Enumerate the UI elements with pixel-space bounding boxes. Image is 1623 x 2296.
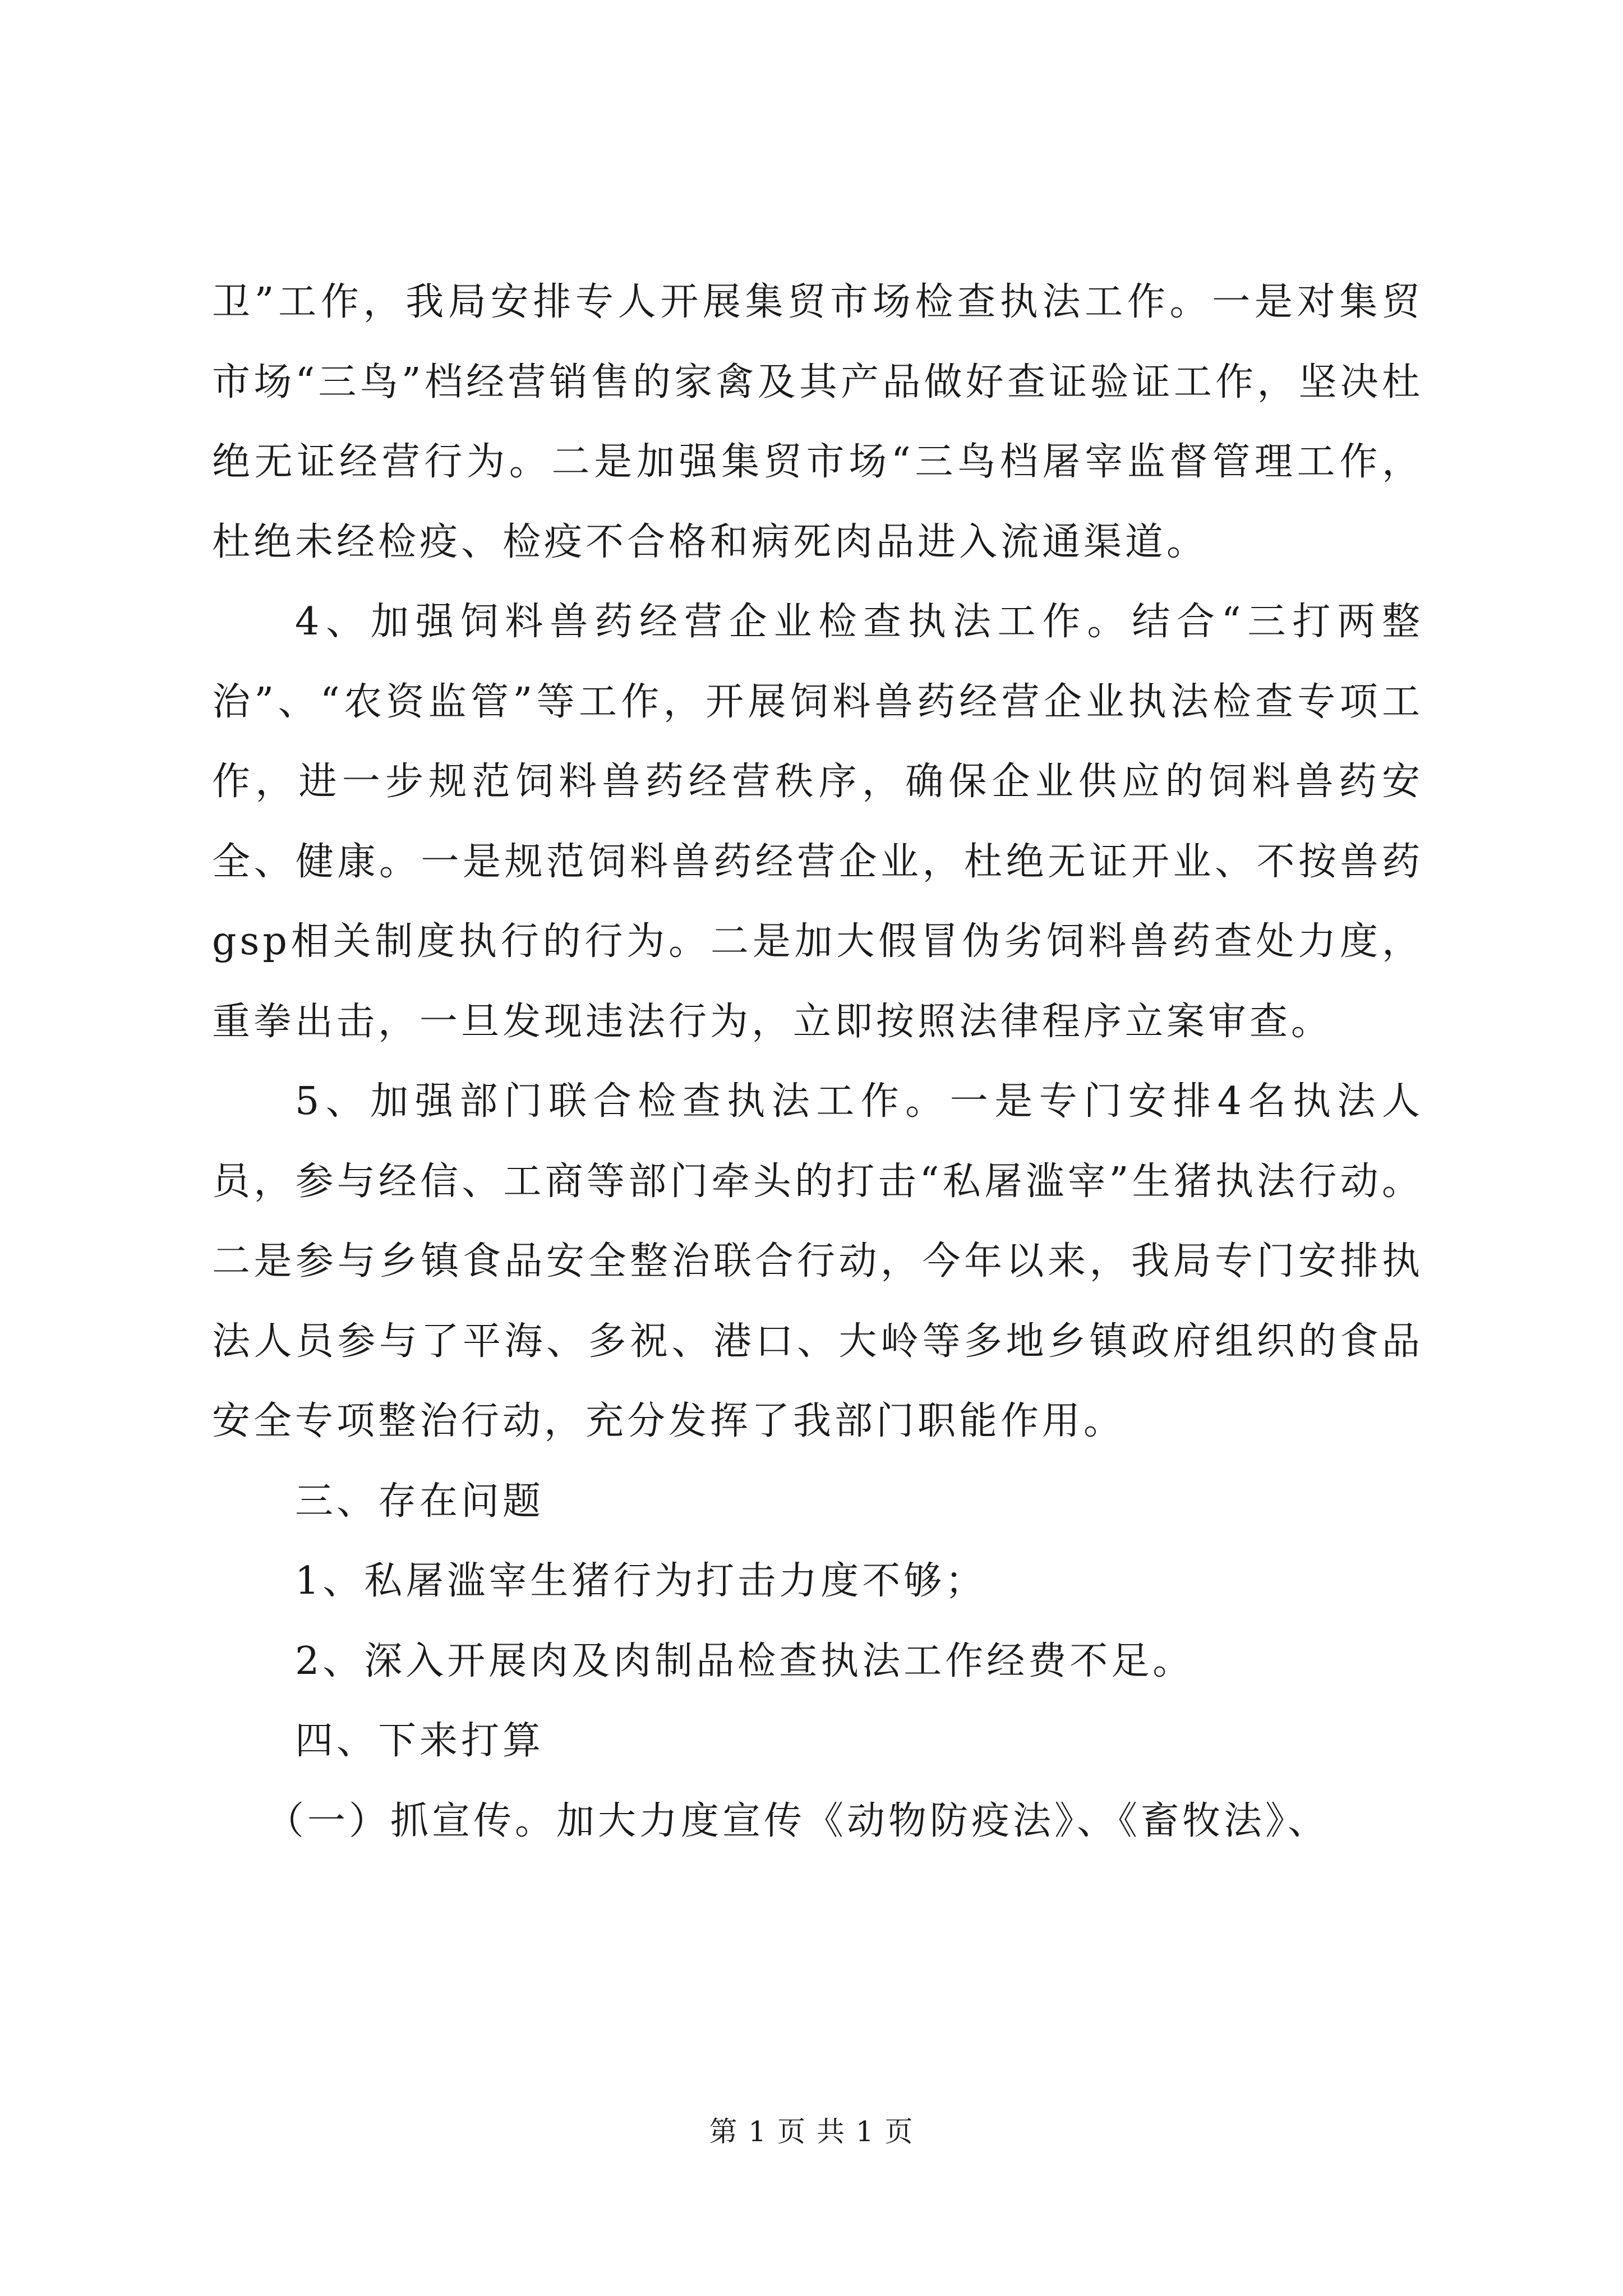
page-footer: 第 1 页 共 1 页: [709, 2115, 914, 2148]
problem-item-1: 1、私屠滥宰生猪行为打击力度不够；: [295, 1559, 987, 1603]
document-body: [212, 263, 1423, 1861]
paragraph-2: 4、加强饲料兽药经营企业检查执法工作。结合“三打两整治”、“农资监管”等工作，开展饲料兽药经营企业执法检查专项工作，进一步规范饲料兽药经营秩序，确保企业供应的饲料兽药安全、健康。一是规范饲料兽药经营企业，杜绝无证开业、不按兽药gsp相关制度执行的行为。二是加大假冒伪劣饲料兽药查处力度，重拳出击，一旦发现违法行为，立即按照法律程序立案审查。: [212, 600, 1423, 1044]
plan-item-1: （一）抓宣传。加大力度宣传《动物防疫法》、《畜牧法》、: [266, 1798, 1330, 1843]
paragraph-3: 5、加强部门联合检查执法工作。一是专门安排4名执法人员，参与经信、工商等部门牵头的打击“私屠滥宰”生猪执法行动。二是参与乡镇食品安全整治联合行动，今年以来，我局专门安排执法人员参与了平海、多祝、港口、大岭等多地乡镇政府组织的食品安全专项整治行动，充分发挥了我部门职能作用。: [212, 1079, 1423, 1443]
paragraph-1: 卫”工作，我局安排专人开展集贸市场检查执法工作。一是对集贸市场“三鸟”档经营销售的家禽及其产品做好查证验证工作，坚决杜绝无证经营行为。二是加强集贸市场“三鸟档屠宰监督管理工作，杜绝未经检疫、检疫不合格和病死肉品进入流通渠道。: [212, 280, 1423, 564]
section-heading-plans: 四、下来打算: [295, 1719, 545, 1763]
section-heading-problems: 三、存在问题: [295, 1479, 545, 1524]
problem-item-2: 2、深入开展肉及肉制品检查执法工作经费不足。: [295, 1639, 1195, 1683]
